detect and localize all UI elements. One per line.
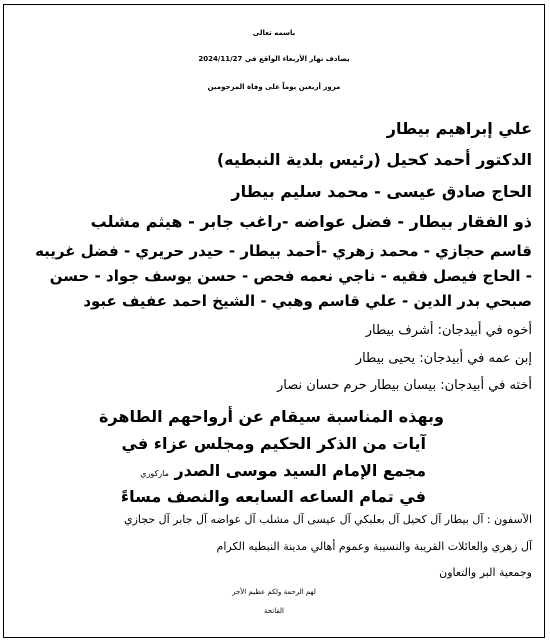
grievers-line: وجمعية البر والتعاون [439,566,532,579]
ceremony-venue [140,462,426,480]
deceased-name: صبحي بدر الدين - علي قاسم وهبي - الشيخ احمد عفيف عبود [83,292,532,310]
occasion-line: مرور أربعين يوماً على وفاة المرحومين [207,83,341,91]
mourner-line: إبن عمه في أبيدجان: يحيى بيطار [355,351,532,366]
venue-mark: ماركوري [140,469,169,478]
obituary-notice [3,4,545,638]
grievers-line: آل زهري والعائلات القريبة والنسيبة وعموم أهالي مدينة النبطيه الكرام [216,540,532,553]
date-line: يصادف نهار الأربعاء الواقع في 2024/11/27 [198,55,350,63]
notice-title: باسمه تعالى [252,29,296,37]
closing-fatiha: الفاتحة [264,607,284,615]
deceased-name: قاسم حجازي - محمد زهري -أحمد بيطار - حيدر حريري - فضل غريبه [35,242,532,260]
venue-name: مجمع الإمام السيد موسى الصدر [174,461,426,480]
deceased-name: الحاج صادق عيسى - محمد سليم بيطار [231,182,532,201]
deceased-name: علي إبراهيم بيطار [386,119,532,138]
grievers-line: الآسفون : آل بيطار آل كحيل آل بعلبكي آل عيسى آل مشلب آل عواضه آل جابر آل حجازي [123,513,532,526]
deceased-name: ذو الفقار بيطار - فضل عواضه -راغب جابر - هيثم مشلب [90,212,532,231]
mourner-line: أخوه في أبيدجان: أشرف بيطار [365,323,532,338]
ceremony-line: وبهذه المناسبة سيقام عن أرواحهم الطاهرة [99,407,444,426]
ceremony-time: في تمام الساعه السابعه والنصف مساءً [120,487,426,506]
mourner-line: أخته في أبيدجان: بيسان بيطار حرم حسان نصار [276,378,532,393]
ceremony-line: آيات من الذكر الحكيم ومجلس عزاء في [121,434,426,453]
closing-prayer: لهم الرحمة ولكم عظيم الأجر [232,588,316,596]
deceased-name: الدكتور أحمد كحيل (رئيس بلدية النبطيه) [216,150,532,169]
deceased-name: - الحاج فيصل فقيه - ناجي نعمه فحص - حسن يوسف جواد - حسن [49,267,532,285]
